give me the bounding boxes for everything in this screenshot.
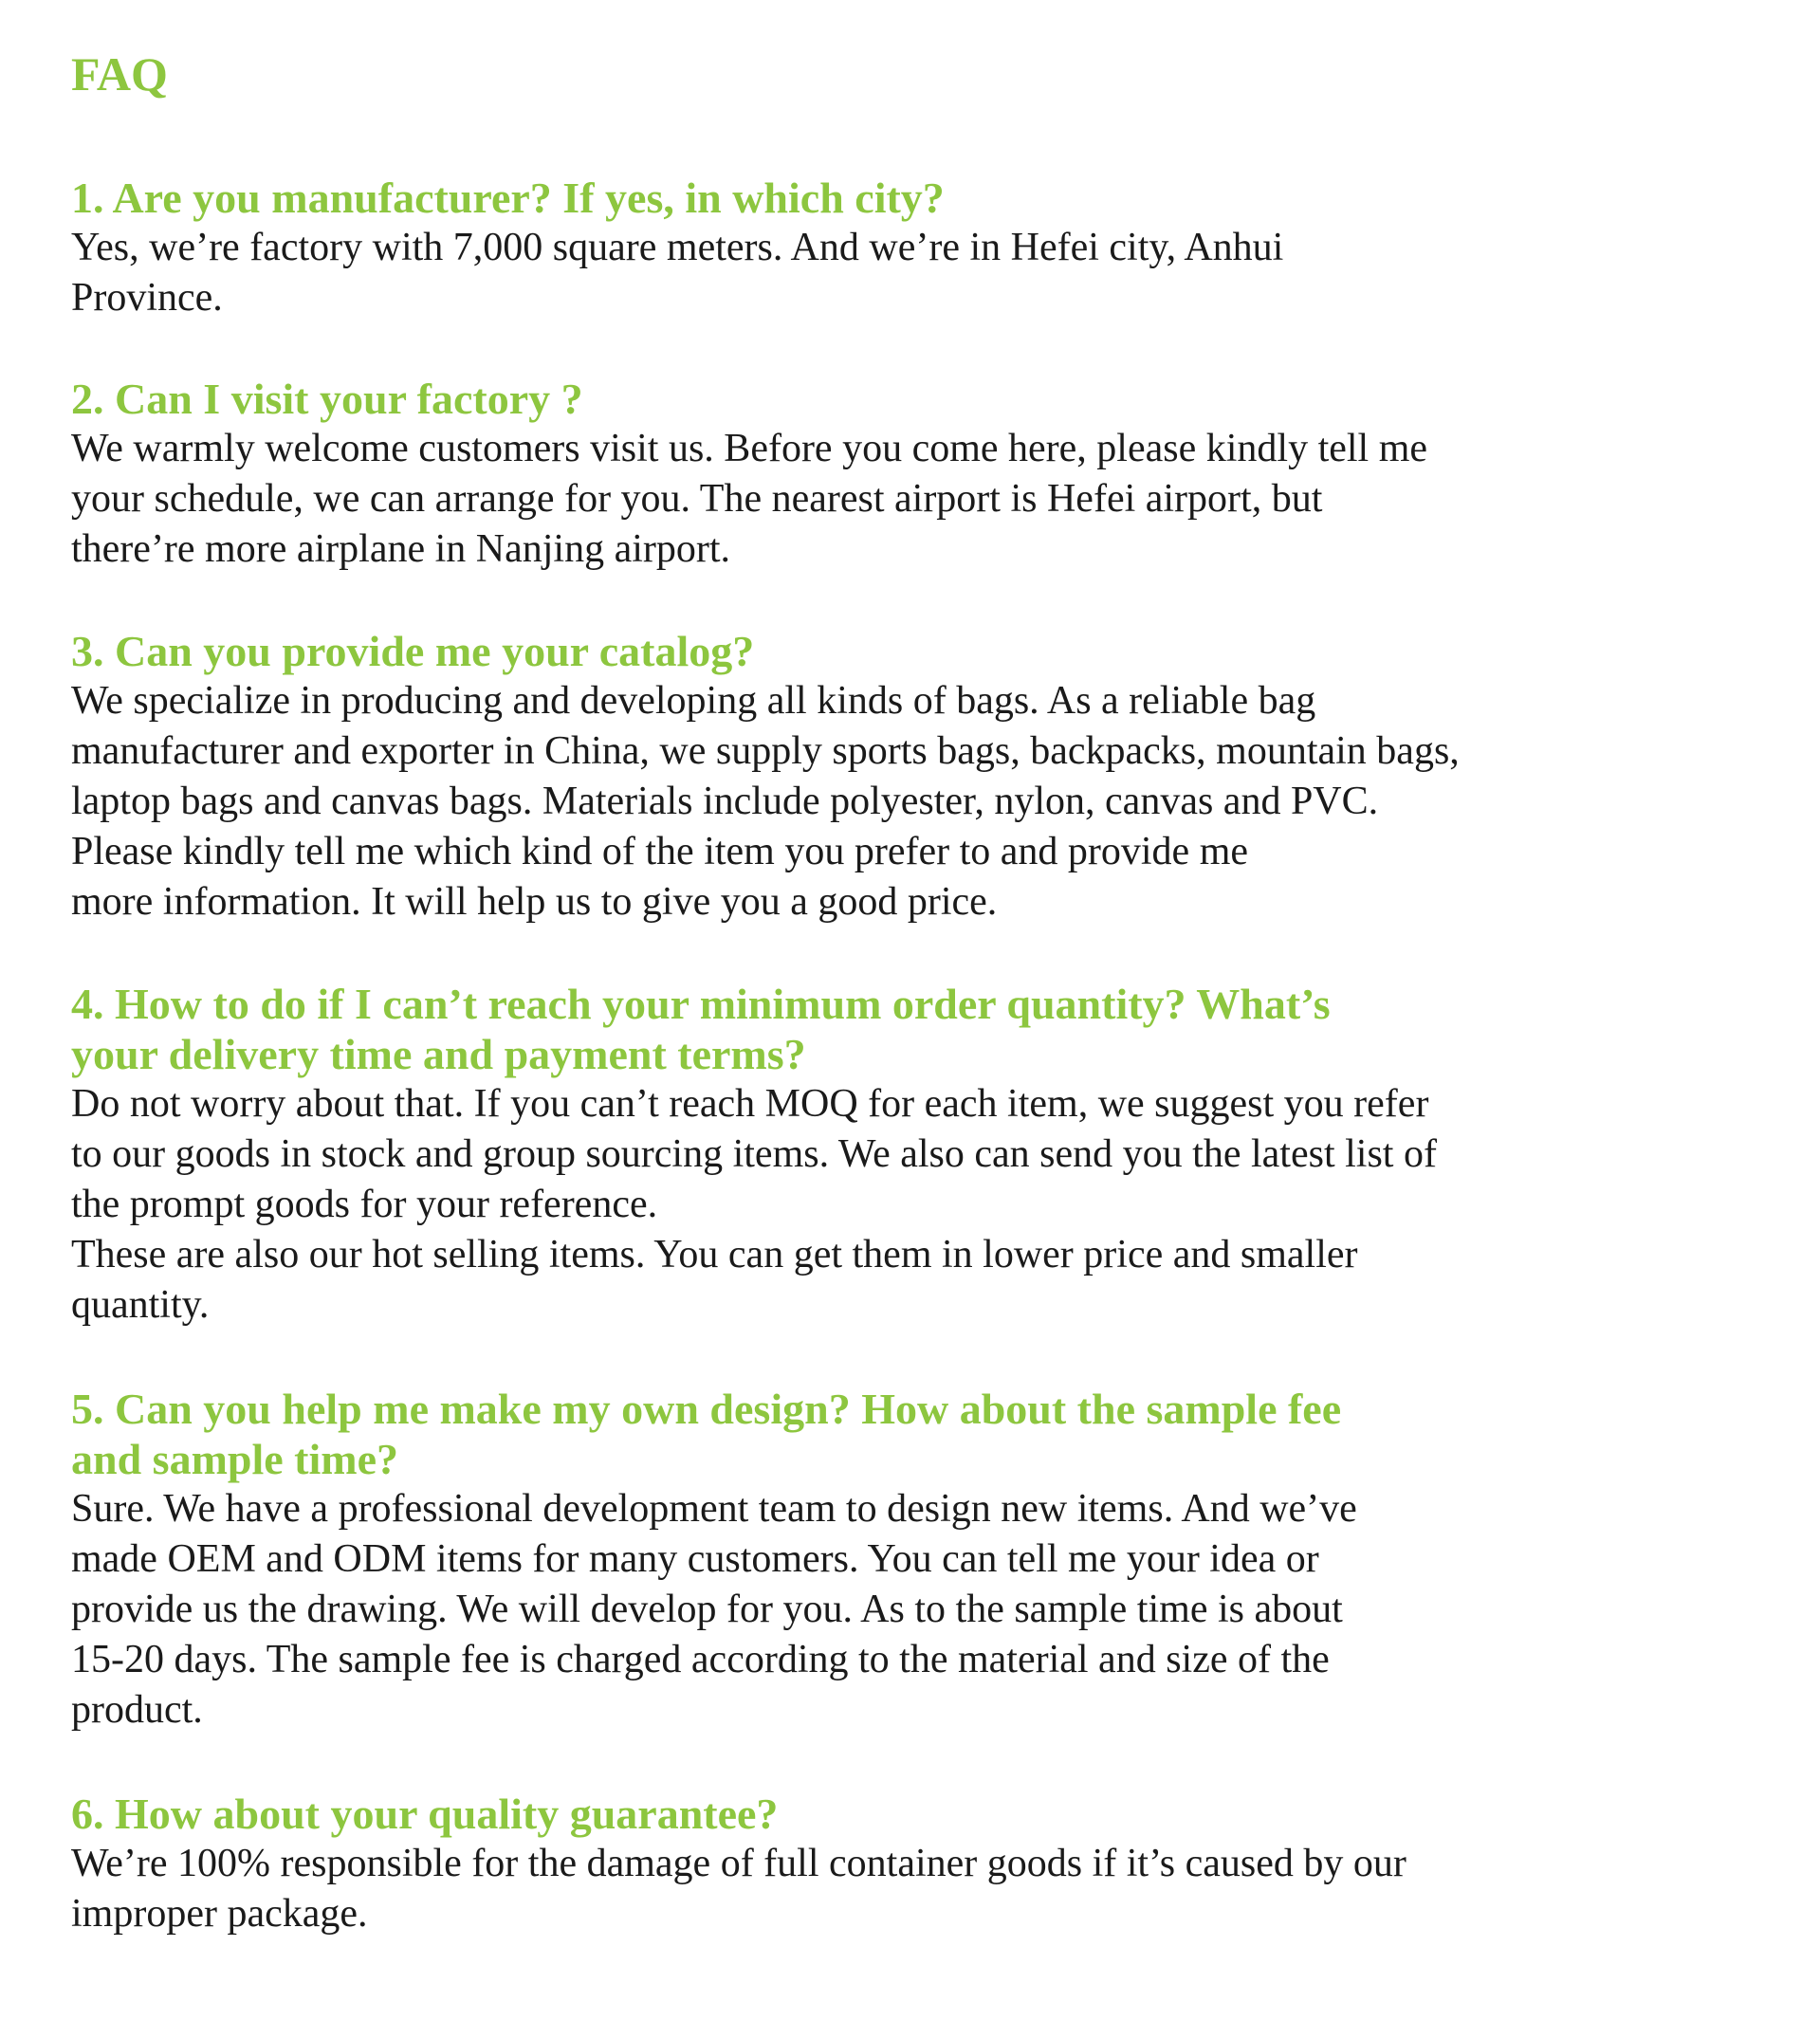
answer-line: We’re 100% responsible for the damage of full container goods if it’s caused by our [71,1842,1406,1885]
question-line: 6. How about your quality guarantee? [71,1790,779,1838]
answer-line: manufacturer and exporter in China, we supply sports bags, backpacks, mountain bags, [71,729,1460,773]
faq-question-2 [71,374,1778,424]
answer-line: the prompt goods for your reference. [71,1183,658,1226]
answer-line: We warmly welcome customers visit us. Before you come here, please kindly tell me [71,427,1428,470]
question-line: 5. Can you help me make my own design? How about the sample fee [71,1385,1342,1433]
answer-line: quantity. [71,1283,210,1327]
answer-line: made OEM and ODM items for many customers. You can tell me your idea or [71,1537,1319,1581]
faq-question-4 [71,979,1778,1079]
answer-line: product. [71,1688,203,1732]
page-title: FAQ [71,47,168,101]
faq-answer-4 [71,1079,1778,1331]
answer-line: laptop bags and canvas bags. Materials include polyester, nylon, canvas and PVC. [71,780,1379,823]
faq-item-2 [71,374,1778,575]
question-line: your delivery time and payment terms? [71,1030,806,1078]
faq-item-6 [71,1789,1778,1939]
question-line: 2. Can I visit your factory ? [71,375,583,423]
answer-line: more information. It will help us to give you a good price. [71,880,998,924]
answer-line: Yes, we’re factory with 7,000 square meters. And we’re in Hefei city, Anhui [71,226,1284,269]
answer-line: to our goods in stock and group sourcing items. We also can send you the latest list of [71,1132,1437,1176]
answer-line: 15-20 days. The sample fee is charged according to the material and size of the [71,1638,1330,1681]
faq-answer-1 [71,223,1778,323]
answer-line: there’re more airplane in Nanjing airport. [71,527,731,571]
faq-answer-6 [71,1839,1778,1939]
answer-line: Please kindly tell me which kind of the item you prefer to and provide me [71,830,1249,873]
faq-question-3 [71,626,1778,676]
faq-answer-3 [71,676,1778,927]
answer-line: your schedule, we can arrange for you. The nearest airport is Hefei airport, but [71,477,1323,521]
answer-line: These are also our hot selling items. You can get them in lower price and smaller [71,1233,1358,1276]
question-line: 3. Can you provide me your catalog? [71,627,755,675]
faq-item-3 [71,626,1778,927]
answer-line: Sure. We have a professional development team to design new items. And we’ve [71,1487,1357,1531]
faq-question-6 [71,1789,1778,1839]
answer-line: Province. [71,276,223,320]
faq-item-4 [71,979,1778,1331]
answer-line: We specialize in producing and developing all kinds of bags. As a reliable bag [71,679,1316,723]
faq-item-5 [71,1384,1778,1735]
answer-line: Do not worry about that. If you can’t reach MOQ for each item, we suggest you refer [71,1082,1429,1126]
question-line: 1. Are you manufacturer? If yes, in which city? [71,174,945,222]
answer-line: improper package. [71,1892,368,1936]
faq-item-1 [71,173,1778,323]
faq-question-5 [71,1384,1778,1484]
faq-question-1 [71,173,1778,223]
question-line: and sample time? [71,1435,398,1483]
faq-answer-2 [71,424,1778,575]
faq-answer-5 [71,1484,1778,1735]
question-line: 4. How to do if I can’t reach your minimum order quantity? What’s [71,980,1331,1028]
answer-line: provide us the drawing. We will develop for you. As to the sample time is about [71,1588,1343,1631]
